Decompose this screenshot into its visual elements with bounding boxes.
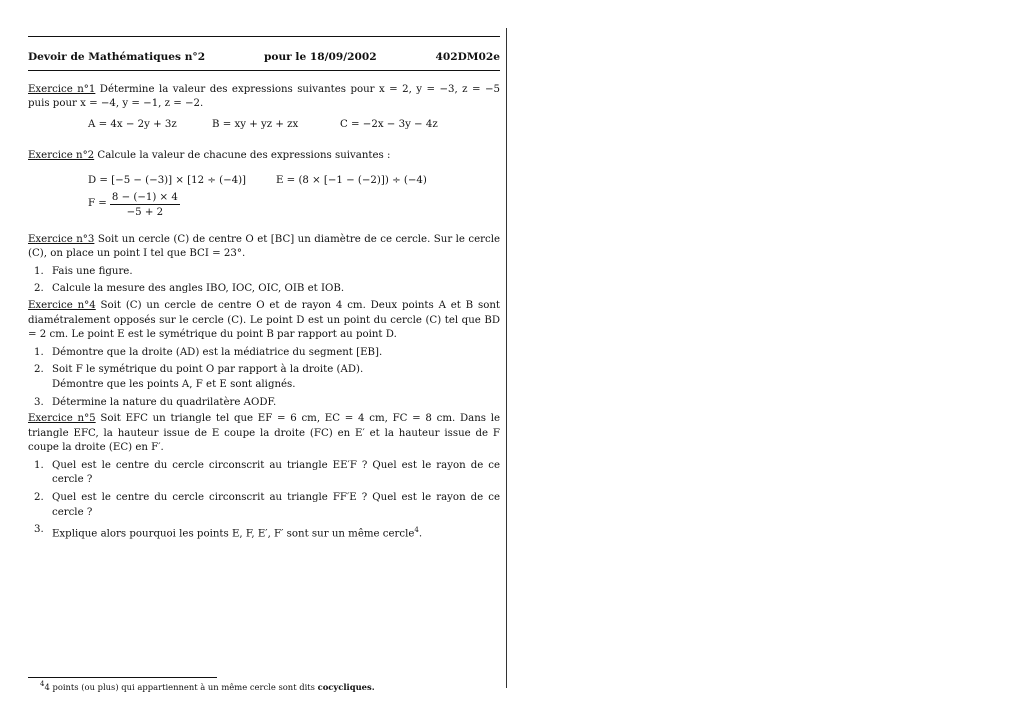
footnote-number: 4 [40, 680, 45, 688]
expr-a: A = 4x − 2y + 3z [88, 118, 177, 130]
question-item [34, 265, 500, 280]
document-header [28, 37, 500, 70]
fraction [110, 191, 180, 219]
question-number: 2. [34, 364, 44, 376]
question-text: Quel est le centre du cercle circonscrit au triangle EE′F ? Quel est le rayon de ce cercle ? [52, 459, 500, 486]
footnote-text: 4 points (ou plus) qui appartiennent à un même cercle sont dits [44, 681, 318, 692]
question-item [34, 491, 500, 520]
question-text: Calcule la mesure des angles IBO, IOC, OIC, OIB et IOB. [52, 283, 345, 295]
exercise-1 [28, 83, 500, 112]
exercise-label: Exercice n°4 [28, 299, 96, 311]
document-code: 402DM02e [435, 51, 500, 63]
exercise-text: Soit un cercle (C) de centre O et [BC] un diamètre de ce cercle. Sur le cercle (C), on place un point I tel que BCI = 23°. [28, 233, 500, 260]
ex2-expressions [88, 174, 500, 189]
question-number: 1. [34, 265, 44, 277]
exercise-text: Soit EFC un triangle tel que EF = 6 cm, EC = 4 cm, FC = 8 cm. Dans le triangle EFC, la hauteur issue de E coupe la droite (FC) en E′ et la hauteur issue de F coupe la droite (EC) en F′. [28, 413, 500, 454]
fraction-numerator: 8 − (−1) × 4 [111, 191, 178, 203]
expr-e: E = (8 × [−1 − (−2)]) ÷ (−4) [276, 174, 427, 186]
question-item [34, 282, 500, 297]
question-number: 2. [34, 283, 44, 295]
due-date: pour le 18/09/2002 [263, 51, 377, 63]
ex3-questions [28, 265, 500, 297]
question-item [34, 523, 500, 542]
exercise-2 [28, 149, 500, 164]
exercise-label: Exercice n°5 [28, 413, 96, 425]
ex4-questions [28, 346, 500, 410]
exercise-5 [28, 412, 500, 456]
ex5-questions [28, 459, 500, 542]
question-number: 3. [34, 524, 44, 536]
question-line: Démontre que les points A, F et E sont alignés. [52, 378, 296, 390]
document-page [28, 36, 500, 542]
question-item [34, 346, 500, 361]
ex1-expressions [88, 118, 500, 133]
expr-f [88, 191, 500, 219]
question-end: . [418, 528, 423, 540]
question-number: 1. [34, 459, 44, 471]
exercise-label: Exercice n°3 [28, 233, 95, 245]
question-line: Soit F le symétrique du point O par rapport à la droite (AD). [52, 364, 364, 376]
footnote-mark: 4 [414, 526, 419, 535]
question-number: 1. [34, 346, 44, 358]
expr-b: B = xy + yz + zx [212, 118, 299, 130]
exercise-4 [28, 299, 500, 343]
exercise-text: Soit (C) un cercle de centre O et de rayon 4 cm. Deux points A et B sont diamétralement opposés sur le cercle (C). Le point D est un point du cercle (C) tel que BD = 2 cm. Le point E est le symétrique du point B par rapport au point D. [28, 299, 500, 341]
question-number: 2. [34, 492, 44, 504]
question-body: Explique alors pourquoi les points E, F, E′, F′ sont sur un même cercle [52, 528, 415, 540]
question-item [34, 363, 500, 392]
question-text: Démontre que la droite (AD) est la médiatrice du segment [EB]. [52, 346, 383, 358]
exercise-label: Exercice n°1 [28, 83, 96, 95]
exercise-label: Exercice n°2 [28, 150, 95, 162]
exercise-3 [28, 233, 500, 262]
question-item [34, 459, 500, 488]
expr-f-lhs: F = [88, 198, 107, 210]
fraction-denominator: −5 + 2 [126, 206, 164, 218]
exercise-text: Calcule la valeur de chacune des expressions suivantes : [94, 150, 391, 162]
document-title: Devoir de Mathématiques n°2 [28, 51, 206, 63]
question-number: 3. [34, 396, 44, 408]
exercise-text: Détermine la valeur des expressions suivantes pour x = 2, y = −3, z = −5 puis pour x = −4, y = −1, z = −2. [28, 83, 500, 110]
footnote [40, 680, 375, 692]
question-text [52, 523, 500, 542]
footnote-bold-term: cocycliques. [317, 681, 375, 692]
question-text: Détermine la nature du quadrilatère AODF. [52, 396, 277, 408]
question-text: Fais une figure. [52, 265, 133, 277]
footnote-rule [28, 677, 217, 678]
question-item [34, 396, 500, 411]
page-edge-line [506, 28, 507, 688]
header-bottom-rule [28, 70, 500, 71]
question-text [52, 363, 500, 392]
question-text: Quel est le centre du cercle circonscrit au triangle FF′E ? Quel est le rayon de ce cercle ? [52, 492, 500, 518]
expr-d: D = [−5 − (−3)] × [12 ÷ (−4)] [88, 174, 247, 186]
expr-c: C = −2x − 3y − 4z [340, 118, 438, 130]
